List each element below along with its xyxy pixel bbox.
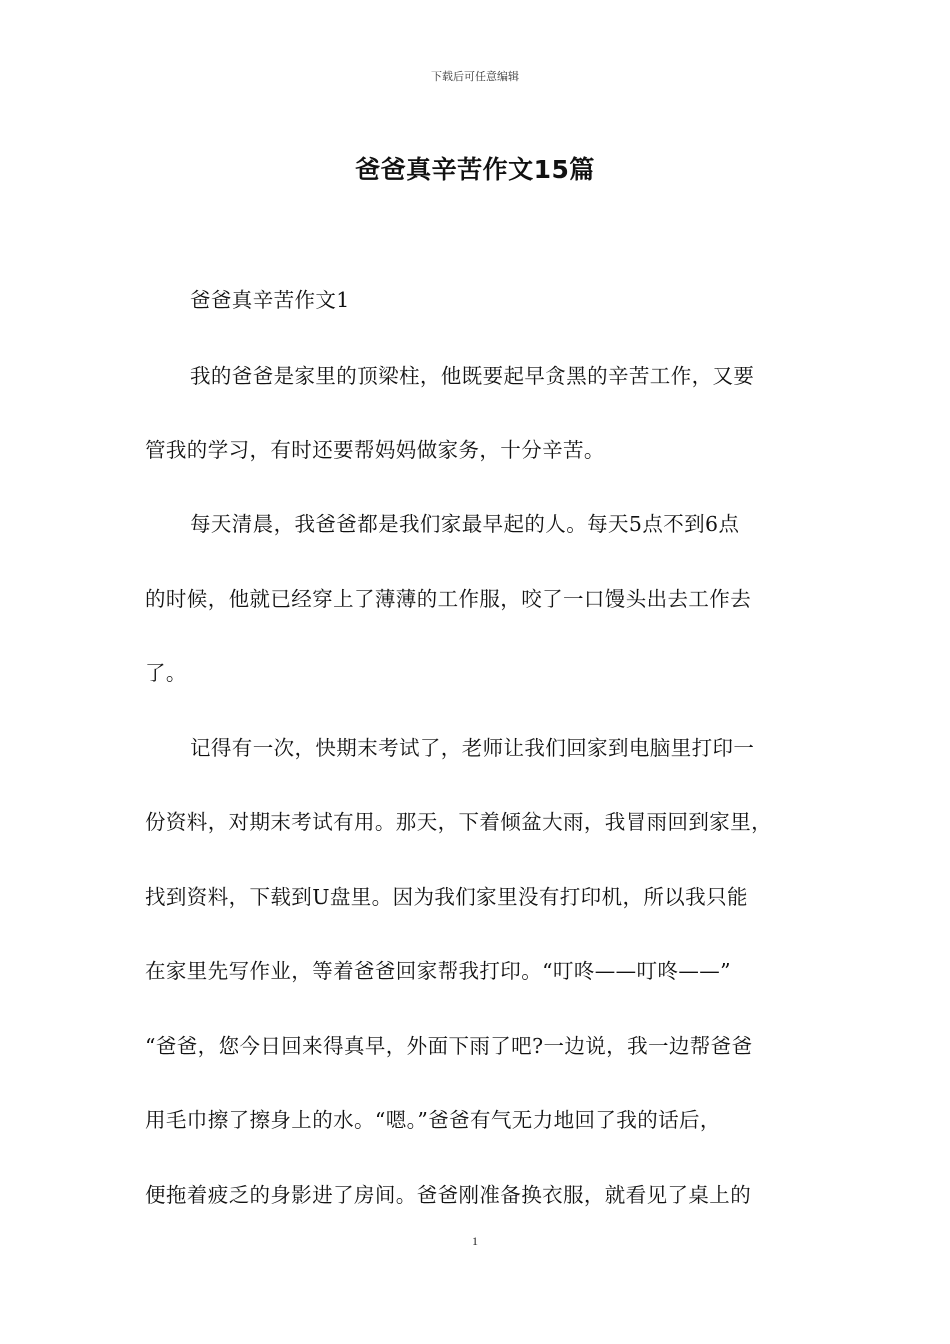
section-heading: 爸爸真辛苦作文1 <box>190 288 350 312</box>
paragraph-3-line-4: 在家里先写作业，等着爸爸回家帮我打印。“叮咚——叮咚——” <box>145 959 732 983</box>
page-number: 1 <box>472 1234 478 1248</box>
paragraph-2-line-1: 每天清晨，我爸爸都是我们家最早起的人。每天5点不到6点 <box>190 512 740 536</box>
paragraph-3-line-5: “爸爸，您今日回来得真早，外面下雨了吧?一边说，我一边帮爸爸 <box>145 1034 753 1058</box>
document-title: 爸爸真辛苦作文15篇 <box>355 155 595 184</box>
paragraph-3-line-3: 找到资料，下载到U盘里。因为我们家里没有打印机，所以我只能 <box>145 885 748 909</box>
paragraph-3-line-1: 记得有一次，快期末考试了，老师让我们回家到电脑里打印一 <box>190 736 755 760</box>
paragraph-3-line-6: 用毛巾擦了擦身上的水。“嗯。”爸爸有气无力地回了我的话后， <box>145 1108 721 1132</box>
paragraph-3-line-7: 便拖着疲乏的身影进了房间。爸爸刚准备换衣服，就看见了桌上的 <box>145 1183 752 1207</box>
paragraph-1-line-1: 我的爸爸是家里的顶梁柱，他既要起早贪黑的辛苦工作，又要 <box>190 364 755 388</box>
paragraph-3-line-2: 份资料，对期末考试有用。那天，下着倾盆大雨，我冒雨回到家里， <box>145 810 772 834</box>
paragraph-2-line-3: 了。 <box>145 661 187 685</box>
header-note: 下载后可任意编辑 <box>431 70 519 83</box>
paragraph-2-line-2: 的时候，他就已经穿上了薄薄的工作服，咬了一口馒头出去工作去 <box>145 587 752 611</box>
paragraph-1-line-2: 管我的学习，有时还要帮妈妈做家务，十分辛苦。 <box>145 438 605 462</box>
